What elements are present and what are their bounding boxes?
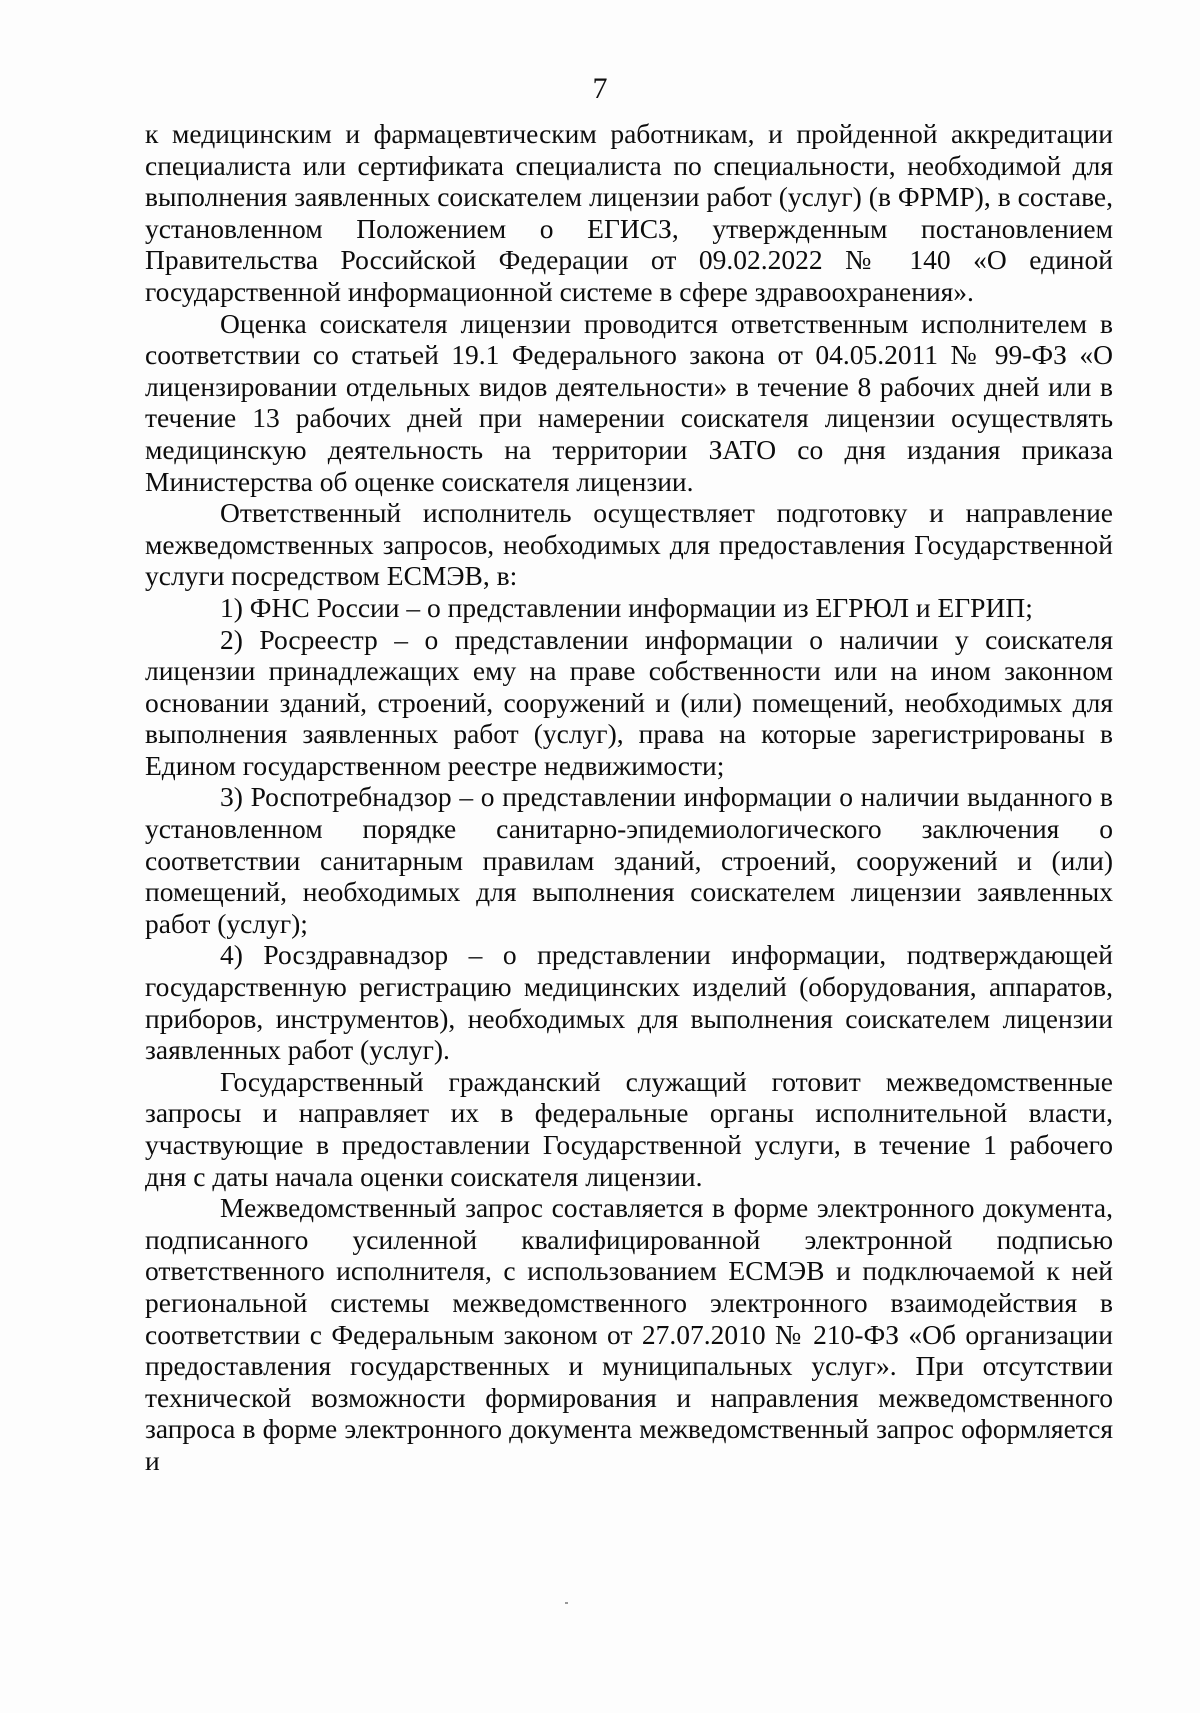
paragraph-continuation: к медицинским и фармацевтическим работникам, и пройденной аккредитации специалиста или сертификата специалиста по специальности, необходимой для выполнения заявленных соискателем лицензии работ (услуг) (в ФРМР), в составе, установленном Положением о ЕГИСЗ, утвержденным постановлением Правительства Российской Федерации от 09.02.2022 № 140 «О единой государственной информационной системе в сфере здравоохранения». xyxy=(145,118,1113,307)
paragraph-civil-servant: Государственный гражданский служащий готовит межведомственные запросы и направляет их в федеральные органы исполнительной власти, участвующие в предоставлении Государственной услуги, в течение 1 рабочего дня с даты начала оценки соискателя лицензии. xyxy=(145,1065,1113,1192)
paragraph-interagency-requests: Ответственный исполнитель осуществляет подготовку и направление межведомственных запросов, необходимых для предоставления Государственной услуги посредством ЕСМЭВ, в: xyxy=(145,497,1113,592)
list-item-rosreestr: 2) Росреестр – о представлении информации о наличии у соискателя лицензии принадлежащих ему на праве собственности или на ином законном основании зданий, строений, сооружений и (или) помещений, необходимых для выполнения заявленных работ (услуг), права на которые зарегистрированы в Едином государственном реестре недвижимости; xyxy=(145,623,1113,781)
list-item-rospotrebnadzor: 3) Роспотребнадзор – о представлении информации о наличии выданного в установленном порядке санитарно-эпидемиологического заключения о соответствии санитарным правилам зданий, строений, сооружений и (или) помещений, необходимых для выполнения соискателем лицензии заявленных работ (услуг); xyxy=(145,781,1113,939)
paragraph-request-format: Межведомственный запрос составляется в форме электронного документа, подписанного усиленной квалифицированной электронной подписью ответственного исполнителя, с использованием ЕСМЭВ и подключаемой к ней региональной системы межведомственного электронного взаимодействия в соответствии с Федеральным законом от 27.07.2010 № 210-ФЗ «Об организации предоставления государственных и муниципальных услуг». При отсутствии технической возможности формирования и направления межведомственного запроса в форме электронного документа межведомственный запрос оформляется и xyxy=(145,1192,1113,1476)
list-item-roszdravnadzor: 4) Росздравнадзор – о представлении информации, подтверждающей государственную регистрацию медицинских изделий (оборудования, аппаратов, приборов, инструментов), необходимых для выполнения соискателем лицензии заявленных работ (услуг). xyxy=(145,939,1113,1066)
page-number: 7 xyxy=(592,72,608,105)
scan-artifact xyxy=(565,1602,568,1604)
document-body xyxy=(145,118,1113,1477)
paragraph-license-assessment: Оценка соискателя лицензии проводится ответственным исполнителем в соответствии со статьей 19.1 Федерального закона от 04.05.2011 № 99-ФЗ «О лицензировании отдельных видов деятельности» в течение 8 рабочих дней или в течение 13 рабочих дней при намерении соискателя лицензии осуществлять медицинскую деятельность на территории ЗАТО со дня издания приказа Министерства об оценке соискателя лицензии. xyxy=(145,307,1113,497)
list-item-fns: 1) ФНС России – о представлении информации из ЕГРЮЛ и ЕГРИП; xyxy=(220,591,1033,623)
